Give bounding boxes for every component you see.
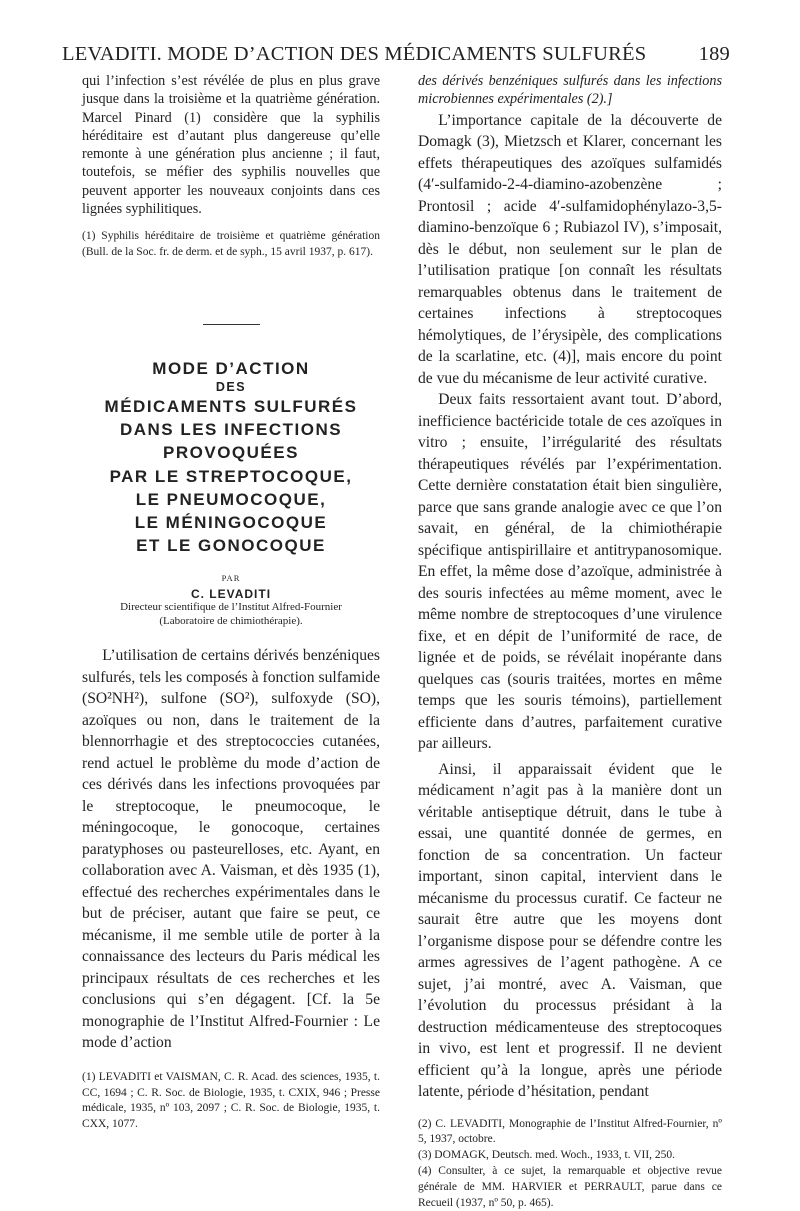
left-continuation-paragraph: qui l’infection s’est révélée de plus en plus grave jusque dans la troisième et la quatrième génération. Marcel Pinard (1) considère que la syphilis héréditaire est d’autant plus dangereuse qu’elle remonte à une génération plus ancienne ; il faut, toutefois, se méfier des syphilis nouvelles que peuvent apporter les nouveaux conjoints dans ces lignées syphilitiques. xyxy=(82,73,380,218)
title-line: DANS LES INFECTIONS xyxy=(119,420,343,440)
title-line: PROVOQUÉES xyxy=(163,443,299,463)
footnote-4: (4) Consulter, à ce sujet, la remarquable et objective revue générale de MM. HARVIER et PERRAULT, parue dans ce Recueil (1937, nº 50, p. 465). xyxy=(418,1164,722,1209)
title-line: ET LE GONOCOQUE xyxy=(136,536,326,556)
footnote-3: (3) DOMAGK, Deutsch. med. Woch., 1933, t. VII, 250. xyxy=(418,1149,676,1162)
running-title: LEVADITI. MODE D’ACTION DES MÉDICAMENTS SULFURÉS xyxy=(62,43,647,65)
title-line: LE MÉNINGOCOQUE xyxy=(134,512,328,532)
right-paragraph-3: Ainsi, il apparaissait évident que le médicament n’agit pas à la manière dont un véritable antiseptique détruit, dans le tube à essai, une quantité donnée de germes, en fonction de sa concentration. Un facteur important, sinon capital, intervient dans le mécanisme du processus curatif. Ce facteur ne saurait être autre que les moyens dont l’organisme dispose pour se défendre contre les armes agressives de l’agent pathogène. A ce sujet, j’ai montré, avec A. Vaisman, que l’évolution du processus présidant à la destruction médicamenteuse des streptocoques in vivo, est lent et progressif. Il ne devient efficient qu’à la longue, après une période latente, période d’hésitation, pendant xyxy=(418,760,722,1101)
left-column xyxy=(82,72,380,1133)
article-title xyxy=(82,358,380,557)
section-divider xyxy=(203,324,260,325)
author-affiliation xyxy=(82,601,380,628)
title-line: MÉDICAMENTS SULFURÉS xyxy=(104,396,358,416)
footnote-levaditi-vaisman: (1) LEVADITI et VAISMAN, C. R. Acad. des sciences, 1935, t. CC, 1694 ; C. R. Soc. de Biologie, 1935, t. CXIX, 946 ; Presse médicale, 1935, nº 103, 2097 ; C. R. Soc. de Biologie, 1935, t. CXX, 1077. xyxy=(82,1070,380,1131)
right-paragraph-1: L’importance capitale de la découverte de Domagk (3), Mietzsch et Klarer, concernant les effets thérapeutiques des azoïques sulfamidés (4′-sulfamido-2-4-diamino-azobenzène ; Prontosil ; acide 4′-sulfamidophénylazo-3,5-diamino-benzoïque 6 ; Rubiazol IV), s’imposait, dès le début, non seulement sur le plan de l’utilisation pratique [on connaît les résultats remarquables obtenus dans le traitement de certaines infections à streptocoques hémolytiques, de l’érysipèle, des complications de la scarlatine, etc. (4)], mais encore du point de vue du mécanisme de leur activité curative. xyxy=(418,111,722,387)
title-line: PAR LE STREPTOCOQUE, xyxy=(109,466,353,486)
left-body-paragraph: L’utilisation de certains dérivés benzéniques sulfurés, tels les composés à fonction sulfamide (SO²NH²), sulfone (SO²), sulfoxyde (SO), azoïques ou non, dans le traitement de la blennorrhagie et des streptococcies cutanées, rend actuel le problème du mode d’action de ces dérivés dans les infections provoquées par le streptocoque, le pneumocoque, le méningocoque, le gonocoque, certaines paratyphoses ou pasteurelloses, etc. Ayant, en collaboration avec A. Vaisman, et dès 1935 (1), effectué des recherches expérimentales dans le but de préciser, autant que faire se peut, ce mécanisme, il me semble utile de porter à la connaissance des lecteurs du Paris médical les principaux résultats de ces recherches et les conclusions qui s’en dégagent. [Cf. la 5e monographie de l’Institut Alfred-Fournier : Le mode d’action xyxy=(82,647,380,1052)
title-line: MODE D’ACTION xyxy=(152,358,310,378)
footnote-pinard: (1) Syphilis héréditaire de troisième et quatrième génération (Bull. de la Soc. fr. de derm. et de syph., 15 avril 1937, p. 617). xyxy=(82,230,380,259)
right-continuation: des dérivés benzéniques sulfurés dans les infections microbiennes expérimentales (2).] xyxy=(418,73,722,108)
footnote-2: (2) C. LEVADITI, Monographie de l’Institut Alfred-Fournier, nº 5, 1937, octobre. xyxy=(418,1117,722,1146)
byline-par: PAR xyxy=(221,573,241,584)
title-line: DES xyxy=(215,379,247,394)
running-header xyxy=(62,43,730,73)
right-paragraph-2: Deux faits ressortaient avant tout. D’abord, inefficience bactéricide totale de ces azoïques in vitro ; ensuite, l’irrégularité des résultats thérapeutiques révélés par l’expérimentation. Cette dernière constatation était bien singulière, parce que sans grande analogie avec ce que l’on savait, en général, de la chimiothérapie spécifique antispirillaire et antitrypanosomique. En effet, la même dose d’azoïque, administrée à des souris infectées au même moment, avec le même nombre de streptocoques d’une virulence fixe, et en dépit de l’uniformité de race, de lignée et de poids, se révélait inopérante dans quelques cas (souris traitées, mortes en même temps que les souris témoins), partiellement efficiente dans d’autres, parfaitement curative par ailleurs. xyxy=(418,391,722,753)
affiliation-line: (Laboratoire de chimiothérapie). xyxy=(159,614,303,627)
page-number: 189 xyxy=(698,43,730,65)
right-column xyxy=(418,72,722,1211)
title-line: LE PNEUMOCOQUE, xyxy=(135,489,327,509)
affiliation-line: Directeur scientifique de l’Institut Alfred-Fournier xyxy=(120,601,342,614)
author-name: C. LEVADITI xyxy=(190,587,272,602)
